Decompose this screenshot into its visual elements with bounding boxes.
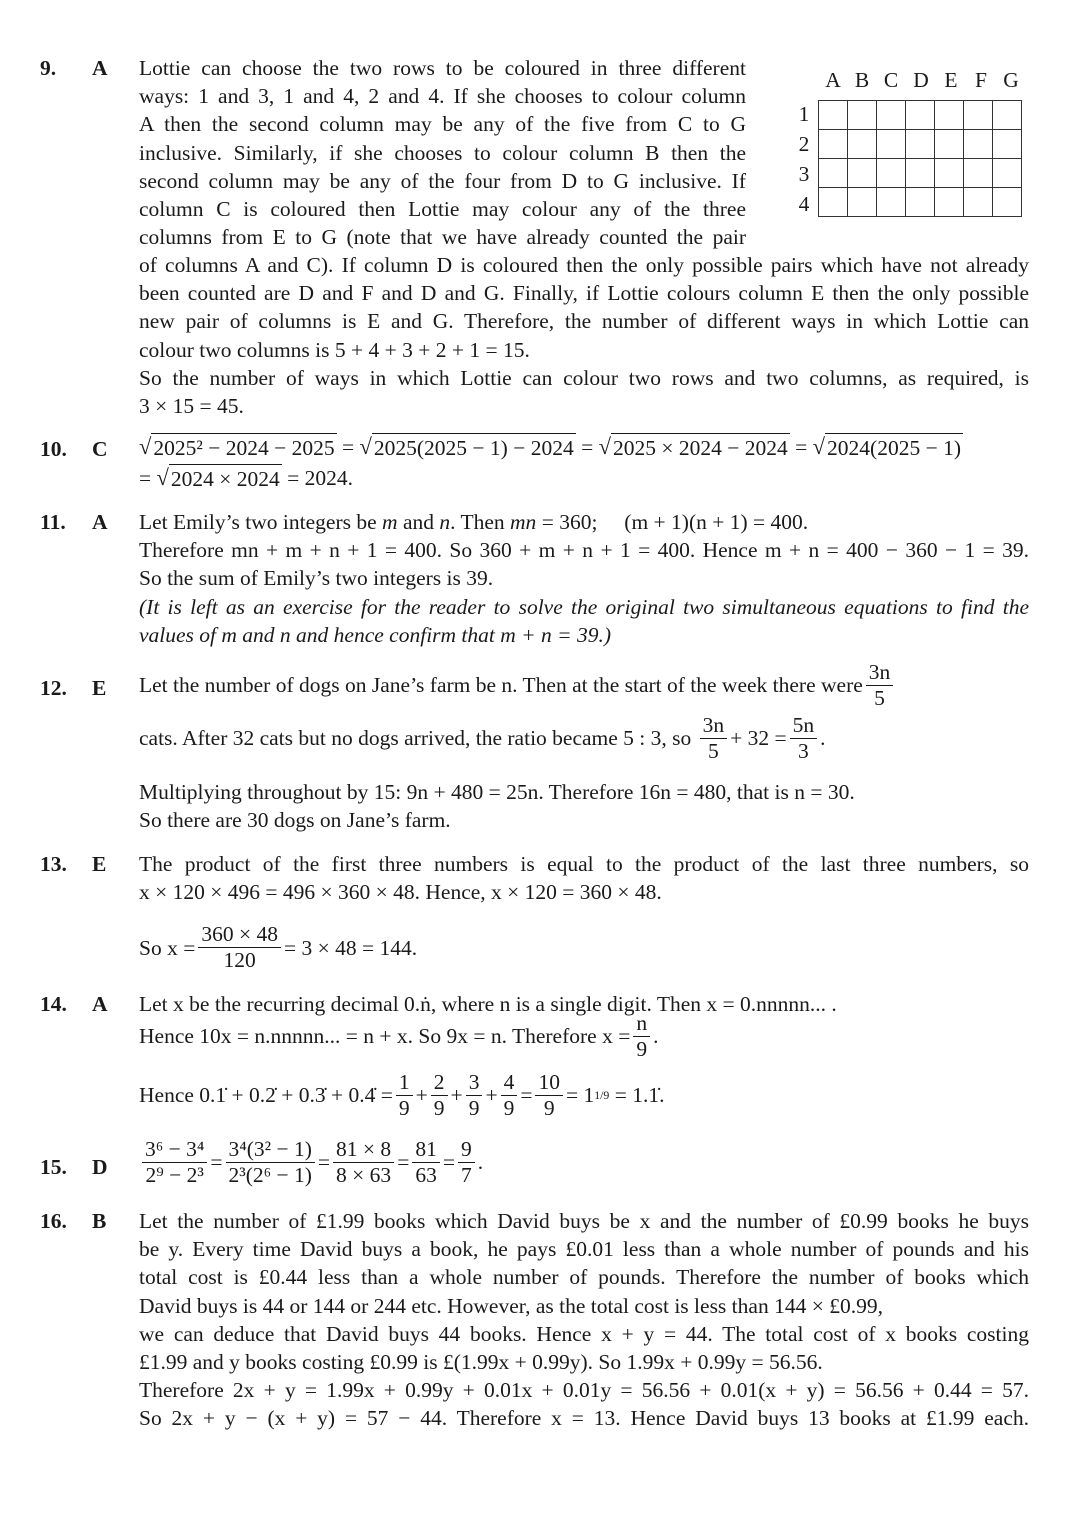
fraction: $\frac{10}{9}$ bbox=[535, 1070, 563, 1120]
q9-full-text bbox=[139, 251, 1029, 420]
equals-sign: = bbox=[139, 466, 152, 491]
fraction: $\frac{81}{63}$ bbox=[412, 1137, 440, 1187]
text-line: Let the number of dogs on Jane’s farm be n. Then at the start of the week there were $\frac{3n}{5}$ bbox=[139, 660, 1029, 710]
grid-row-label: 2 bbox=[798, 132, 810, 156]
answer-letter: D bbox=[92, 1155, 108, 1179]
question-number: 10. bbox=[40, 437, 67, 461]
fraction: $\frac{81 \times 8}{8 \times 63}$ bbox=[333, 1137, 394, 1187]
text-line: A then the second column may be any of the five from C to G bbox=[139, 112, 746, 137]
fraction: $\frac{2}{9}$ bbox=[431, 1070, 448, 1120]
radicand: 2025² − 2024 − 2025 bbox=[151, 433, 336, 462]
question-number: 13. bbox=[40, 852, 67, 876]
q13-text bbox=[139, 850, 1029, 973]
grid-column-label: G bbox=[1003, 68, 1019, 92]
text-line: been counted are D and F and D and G. Finally, if Lottie colours column E then the only possible bbox=[139, 281, 1029, 306]
fraction: $\frac{3}{9}$ bbox=[466, 1070, 483, 1120]
answer-letter: A bbox=[92, 992, 108, 1016]
text-line: ways: 1 and 3, 1 and 4, 2 and 4. If she chooses to colour column bbox=[139, 84, 746, 109]
text-line: new pair of columns is E and G. Therefore, the number of different ways in which Lottie can bbox=[139, 309, 1029, 334]
text-line: Multiplying throughout by 15: 9n + 480 = 25n. Therefore 16n = 480, that is n = 30. bbox=[139, 780, 855, 804]
fraction: $\frac{3n}{5}$ bbox=[866, 660, 894, 710]
fraction: $\frac{3n}{5}$ bbox=[700, 713, 728, 763]
grid-row-label: 3 bbox=[798, 162, 810, 186]
result: = 2024. bbox=[287, 466, 354, 491]
fraction: $\frac{5n}{3}$ bbox=[790, 713, 818, 763]
text-line: Therefore 2x + y = 1.99x + 0.99y + 0.01x + 0.01y = 56.56 + 0.01(x + y) = 56.56 + 0.44 = 57. bbox=[139, 1378, 1029, 1403]
radicand: 2024 × 2024 bbox=[169, 464, 282, 493]
q12-text bbox=[139, 660, 1029, 834]
text-line: second column may be any of the four from D to G inclusive. If bbox=[139, 168, 746, 193]
answer-letter: E bbox=[92, 676, 107, 700]
text-line: = √ 2024 × 2024 = 2024. bbox=[139, 464, 1064, 493]
text-line: cats. After 32 cats but no dogs arrived, the ratio became 5 : 3, so $\frac{3n}{5}$ + 32 = $\frac{5n}{3}$ . bbox=[139, 712, 826, 763]
grid-row-label: 4 bbox=[798, 192, 810, 216]
question-number: 16. bbox=[40, 1209, 67, 1233]
equals-sign: = bbox=[341, 435, 355, 459]
grid-column-label: F bbox=[975, 68, 987, 92]
text-line: of columns A and C). If column D is coloured then the only possible pairs which have not already bbox=[139, 253, 1029, 277]
text-line: we can deduce that David buys 44 books. Hence x + y = 44. The total cost of x books costing bbox=[139, 1321, 1029, 1346]
q10-text bbox=[139, 433, 1064, 493]
grid-row-label: 1 bbox=[798, 102, 810, 126]
grid-cells bbox=[818, 100, 1022, 217]
fraction: $\frac{n}{9}$ bbox=[633, 1011, 650, 1061]
q15-text bbox=[139, 1137, 1029, 1187]
text-line: Let x be the recurring decimal 0.ṅ, where n is a single digit. Then x = 0.nnnnn... . bbox=[139, 992, 837, 1016]
equals-sign: = bbox=[581, 435, 594, 459]
text-line: So there are 30 dogs on Jane’s farm. bbox=[139, 808, 451, 833]
grid-column-label: D bbox=[913, 68, 929, 92]
answer-letter: A bbox=[92, 510, 108, 534]
grid-column-label: B bbox=[854, 68, 870, 92]
text-line: £1.99 and y books costing £0.99 is £(1.99x + 0.99y). So 1.99x + 0.99y = 56.56. bbox=[139, 1350, 823, 1375]
text-line: Hence 10x = n.nnnnn... = n + x. So 9x = n. Therefore x = $\frac{n}{9}$ . bbox=[139, 1010, 659, 1061]
text-line: x × 120 × 496 = 496 × 360 × 48. Hence, x × 120 = 360 × 48. bbox=[139, 880, 662, 905]
grid-column-label: E bbox=[944, 68, 958, 92]
fraction: $\frac{360 \times 48}{120}$ bbox=[198, 922, 281, 972]
text-line: Let Emily’s two integers be m and n. Then mn = 360; (m + 1)(n + 1) = 400. bbox=[139, 510, 809, 534]
q14-text bbox=[139, 990, 1029, 1121]
fraction: $\frac{\text{3⁶ − 3⁴}}{\text{2⁹ − 2³}}$ bbox=[142, 1137, 207, 1187]
text-line: 3 × 15 = 45. bbox=[139, 394, 244, 419]
radicand: 2024(2025 − 1) bbox=[825, 433, 963, 462]
fraction: $\frac{\text{3⁴(3² − 1)}}{\text{2³(2⁶ − 1)}}$ bbox=[226, 1137, 315, 1187]
text-line: (It is left as an exercise for the reader to solve the original two simultaneous equations to find the bbox=[139, 594, 1029, 619]
question-number: 11. bbox=[40, 510, 66, 534]
text-line: Let the number of £1.99 books which David buys be x and the number of £0.99 books he buys bbox=[139, 1209, 1029, 1233]
text-line: $\frac{\text{3⁶ − 3⁴}}{\text{2⁹ − 2³}}$ = $\frac{\text{3⁴(3² − 1)}}{\text{2³(2⁶ − 1)}}$ = $\frac{81 \times 8}{8 \times 63}$ = $\frac{81}{63}$ = $\frac{9}{7}$ . bbox=[139, 1137, 1029, 1187]
text-line: The product of the first three numbers is equal to the product of the last three numbers, so bbox=[139, 852, 1029, 876]
answer-letter: E bbox=[92, 852, 107, 876]
text-line: So 2x + y − (x + y) = 57 − 44. Therefore x = 13. Hence David buys 13 books at £1.99 each. bbox=[139, 1406, 1029, 1431]
answer-letter: C bbox=[92, 437, 108, 461]
answer-letter: B bbox=[92, 1209, 107, 1233]
text-line: David buys is 44 or 144 or 244 etc. However, as the total cost is less than 144 × £0.99, bbox=[139, 1293, 883, 1318]
text-line: values of m and n and hence confirm that m + n = 39.) bbox=[139, 622, 612, 647]
question-number: 9. bbox=[40, 56, 57, 80]
text-line: Therefore mn + m + n + 1 = 400. So 360 + m + n + 1 = 400. Hence m + n = 400 − 360 − 1 = 39. bbox=[139, 538, 1029, 563]
fraction: $\frac{1}{9}$ bbox=[396, 1070, 413, 1120]
text-line: be y. Every time David buys a book, he pays £0.01 less than a whole number of pounds and his bbox=[139, 1237, 1029, 1262]
text-line: colour two columns is 5 + 4 + 3 + 2 + 1 = 15. bbox=[139, 337, 530, 362]
text-line: column C is coloured then Lottie may colour any of the three bbox=[139, 197, 746, 222]
fraction: $\frac{9}{7}$ bbox=[458, 1137, 475, 1187]
equals-sign: = bbox=[795, 435, 808, 459]
text-line: Lottie can choose the two rows to be coloured in three different bbox=[139, 56, 746, 80]
text-line: columns from E to G (note that we have already counted the pair bbox=[139, 225, 746, 250]
text-line: So x = $\frac{360 \times 48}{120}$ = 3 × 48 = 144. bbox=[139, 922, 418, 973]
grid-column-label: A bbox=[825, 68, 841, 92]
text-line: inclusive. Similarly, if she chooses to colour column B then the bbox=[139, 140, 746, 165]
q16-text bbox=[139, 1207, 1029, 1433]
question-number: 15. bbox=[40, 1155, 67, 1179]
q9-wrapped-text bbox=[139, 54, 746, 251]
text-line: √ 2025² − 2024 − 2025 = √ 2025(2025 − 1) − 2024 = √ 2025 × 2024 − 2024 = √ 2024(2025 − 1) bbox=[139, 433, 1064, 462]
text-line: Hence 0.1̇ + 0.2̇ + 0.3̇ + 0.4̇ = $\frac{1}{9}$ + $\frac{2}{9}$ + $\frac{3}{9}$ + $\frac{4}{9}$ = $\frac{10}{9}$ = 1 1/9 = 1.1̇. bbox=[139, 1070, 665, 1120]
text-line: So the number of ways in which Lottie can colour two rows and two columns, as required, is bbox=[139, 365, 1029, 390]
radicand: 2025 × 2024 − 2024 bbox=[611, 433, 790, 462]
question-number: 12. bbox=[40, 676, 67, 700]
fraction: $\frac{4}{9}$ bbox=[501, 1070, 518, 1120]
grid-column-label: C bbox=[883, 68, 899, 92]
text-line: So the sum of Emily’s two integers is 39. bbox=[139, 566, 494, 591]
text-line: total cost is £0.44 less than a whole number of pounds. Therefore the number of books which bbox=[139, 1265, 1029, 1290]
radicand: 2025(2025 − 1) − 2024 bbox=[372, 433, 576, 462]
q11-text bbox=[139, 508, 1029, 649]
question-number: 14. bbox=[40, 992, 67, 1016]
answer-letter: A bbox=[92, 56, 108, 80]
